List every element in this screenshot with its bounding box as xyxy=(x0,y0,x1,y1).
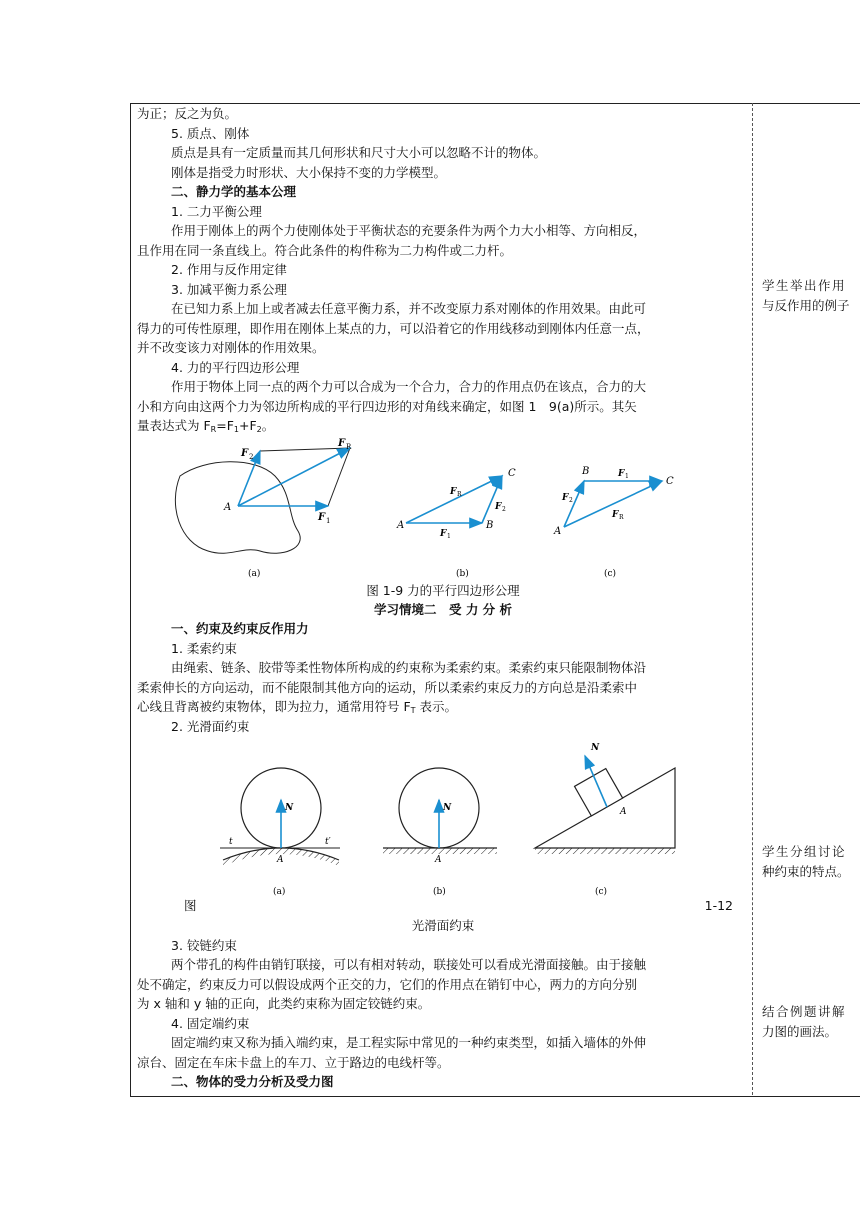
F1-sub: 1 xyxy=(447,533,451,540)
rigid-body-outline xyxy=(175,462,300,554)
section-heading: 二、物体的受力分析及受力图 xyxy=(171,1074,334,1089)
force-FR xyxy=(238,448,350,506)
text-line: 为 x 轴和 y 轴的正向，此类约束称为固定铰链约束。 xyxy=(137,996,431,1011)
text-line: 作用于刚体上的两个力使刚体处于平衡状态的充要条件为两个力大小相等、方向相反， xyxy=(171,223,647,238)
FR-label: F xyxy=(612,510,619,520)
fig-c-label: (c) xyxy=(604,569,617,579)
text-line: 小和方向由这两个力为邻边所构成的平行四边形的对角线来确定，如图 1 9(a)所示。其矢 xyxy=(137,398,637,414)
formula-text: 。 xyxy=(261,418,275,433)
text-line: 为正；反之为负。 xyxy=(137,106,238,121)
section-heading: 二、静力学的基本公理 xyxy=(171,184,297,199)
F1-label: F xyxy=(318,512,326,523)
point-C-label: C xyxy=(508,468,516,479)
parallelogram-side xyxy=(328,448,350,506)
N-label: N xyxy=(443,803,452,813)
subscript: R xyxy=(210,425,217,434)
A-label: A xyxy=(435,855,442,865)
subheading: 2. 作用与反作用定律 xyxy=(171,262,287,277)
subheading: 2. 光滑面约束 xyxy=(171,718,250,734)
F2-label: F xyxy=(241,448,249,459)
text-line: 在已知力系上加上或者减去任意平衡力系，并不改变原力系对刚体的作用效果。由此可 xyxy=(171,301,647,316)
fig-b-label: (b) xyxy=(433,887,446,897)
text-line: 凉台、固定在车床卡盘上的车刀、立于路边的电线杆等。 xyxy=(137,1054,450,1070)
parallelogram-side xyxy=(260,448,350,451)
fig-c-label: (c) xyxy=(595,887,608,897)
fig-b-label: (b) xyxy=(456,569,469,579)
subheading: 5. 质点、刚体 xyxy=(171,125,250,141)
formula-text: 量表达式为 F xyxy=(137,418,211,433)
subheading: 1. 柔索约束 xyxy=(171,640,237,656)
F2-sub: 2 xyxy=(569,497,573,504)
point-B-label: B xyxy=(486,520,494,531)
main-content xyxy=(137,104,749,436)
text-line: 且作用在同一条直线上。符合此条件的构件称为二力构件或二力杆。 xyxy=(137,242,513,258)
F1-sub: 1 xyxy=(625,473,629,480)
text-line: 固定端约束又称为插入端约束，是工程实际中常见的一种约束类型，如插入墙体的外伸 xyxy=(171,1035,647,1050)
subheading: 1. 二力平衡公理 xyxy=(171,203,262,219)
point-B-label: B xyxy=(582,466,590,477)
fig112-caption-block xyxy=(137,896,749,1092)
formula-text: =F xyxy=(216,418,234,433)
subheading: 4. 固定端约束 xyxy=(171,1015,250,1031)
side-note-line: 学生分组讨论 xyxy=(762,844,847,859)
FR-sub: R xyxy=(346,443,352,451)
figure-1-12 xyxy=(215,738,685,900)
text-line: 柔索伸长的方向运动，而不能限制其他方向的运动，所以柔索约束反力的方向总是沿柔索中 xyxy=(137,679,638,695)
side-note-line: 与反作用的例子 xyxy=(762,297,850,313)
subheading: 3. 铰链约束 xyxy=(171,937,237,953)
N-label: N xyxy=(285,803,294,813)
fig-a-label: (a) xyxy=(248,569,261,579)
section-heading: 一、约束及约束反作用力 xyxy=(171,621,309,636)
F1-sub: 1 xyxy=(326,517,331,525)
formula-text: +F xyxy=(239,418,257,433)
side-note-line: 种约束的特点。 xyxy=(762,863,850,879)
point-A-label: A xyxy=(554,526,562,537)
text-line: 并不改变该力对刚体的作用效果。 xyxy=(137,340,325,355)
block xyxy=(575,769,623,816)
figure-1-9 xyxy=(160,436,700,584)
N-label: N xyxy=(591,743,600,753)
caption-left: 图 xyxy=(184,898,197,913)
F1-label: F xyxy=(618,469,625,479)
text-line xyxy=(137,697,749,717)
text-line: 两个带孔的构件由销钉联接，可以有相对转动，联接处可以看成光滑面接触。由于接触 xyxy=(171,957,647,972)
F2-sub: 2 xyxy=(249,453,254,461)
force-FR xyxy=(564,481,662,527)
subscript: 1 xyxy=(233,425,239,434)
point-A-label: A xyxy=(397,520,405,531)
F2-label: F xyxy=(495,502,502,512)
subheading: 3. 加减平衡力系公理 xyxy=(171,281,287,297)
column-divider xyxy=(752,103,753,1095)
side-note-3 xyxy=(762,1002,860,1041)
A-label: A xyxy=(277,855,284,865)
force-F2 xyxy=(482,476,502,523)
text-line: 刚体是指受力时形状、大小保持不变的力学模型。 xyxy=(171,164,447,180)
subscript: 2 xyxy=(256,425,262,434)
fig19-caption-block xyxy=(137,581,749,736)
text-line: 得力的可传性原理，即作用在刚体上某点的力，可以沿着它的作用线移动到刚体内任意一点， xyxy=(137,320,650,336)
side-note-line: 结合例题讲解 xyxy=(762,1004,847,1019)
text-line: 处不确定，约束反力可以假设成两个正交的力，它们的作用点在销钉中心，两力的方向分别 xyxy=(137,976,638,992)
side-note-1 xyxy=(762,276,860,315)
side-note-2 xyxy=(762,842,860,881)
point-A-label: A xyxy=(224,502,232,513)
figure-caption: 图 1-9 力的平行四边形公理 xyxy=(366,583,520,598)
figure-caption: 光滑面约束 xyxy=(411,917,475,933)
FR-label: F xyxy=(450,487,457,497)
text-line: 作用于物体上同一点的两个力可以合成为一个合力，合力的作用点仍在该点，合力的大 xyxy=(171,379,647,394)
FR-sub: R xyxy=(619,514,624,521)
force-FR xyxy=(406,476,502,523)
FR-label: F xyxy=(338,438,346,449)
FR-sub: R xyxy=(457,491,462,498)
text-span: 心线且背离被约束物体，即为拉力，通常用符号 F xyxy=(137,699,411,714)
fig-a-label: (a) xyxy=(273,887,286,897)
point-C-label: C xyxy=(666,476,674,487)
F1-label: F xyxy=(440,529,447,539)
F2-label: F xyxy=(562,493,569,503)
text-span: 表示。 xyxy=(415,699,458,714)
A-label: A xyxy=(620,807,627,817)
t-prime-label: t′ xyxy=(325,837,331,847)
subheading: 4. 力的平行四边形公理 xyxy=(171,359,300,375)
text-line: 质点是具有一定质量而其几何形状和尺寸大小可以忽略不计的物体。 xyxy=(171,145,547,160)
force-F2 xyxy=(564,481,584,527)
subscript: T xyxy=(410,706,416,715)
text-line: 由绳索、链条、胶带等柔性物体所构成的约束称为柔索约束。柔索约束只能限制物体沿 xyxy=(171,660,647,675)
side-note-line: 力图的画法。 xyxy=(762,1023,838,1039)
formula-line xyxy=(137,416,749,436)
caption-right: 1-12 xyxy=(704,898,733,913)
F2-sub: 2 xyxy=(502,506,506,513)
section-title: 学习情境二 受 力 分 析 xyxy=(373,602,513,617)
t-label: t xyxy=(229,837,233,847)
side-note-line: 学生举出作用 xyxy=(762,278,847,293)
figure-caption-row xyxy=(137,896,749,916)
